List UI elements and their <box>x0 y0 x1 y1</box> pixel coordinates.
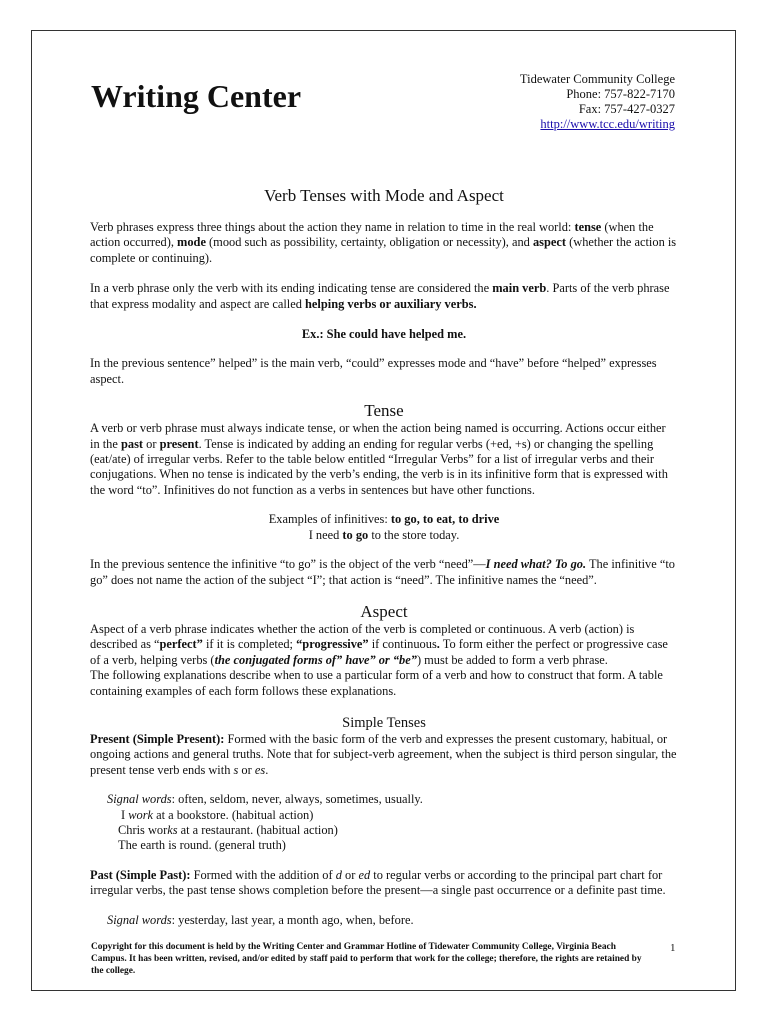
document-title: Verb Tenses with Mode and Aspect <box>264 186 504 205</box>
intro-paragraph-3: In the previous sentence” helped” is the main verb, “could” expresses mode and “have” before “helped” expresses aspect. <box>90 356 657 386</box>
page-title: Writing Center <box>91 78 302 114</box>
phone-number: Phone: 757-822-7170 <box>566 87 675 101</box>
present-example-1: I work at a bookstore. (habitual action) <box>121 807 314 822</box>
intro-paragraph-1: Verb phrases express three things about the action they name in relation to time in the real world: tense (when the action occurred), mode (mood such as possibility, certainty, obligation or necessity), and aspect (whether the action is complete or continuing). <box>90 220 677 265</box>
present-example-2: Chris works at a restaurant. (habitual action) <box>118 822 338 837</box>
infinitive-examples: Examples of infinitives: to go, to eat, to drive <box>268 512 500 527</box>
page-number: 1 <box>670 942 676 954</box>
fax-number: Fax: 757-427-0327 <box>578 102 675 116</box>
example-sentence: Ex.: She could have helped me. <box>301 327 467 342</box>
past-signal-words: Signal words: yesterday, last year, a month ago, when, before. <box>107 912 414 927</box>
aspect-heading: Aspect <box>360 601 408 621</box>
present-signal-words: Signal words: often, seldom, never, always, sometimes, usually. <box>107 792 423 807</box>
aspect-paragraph-2: The following explanations describe when to use a particular form of a verb and how to construct that form. A table containing examples of each form follows these explanations. <box>90 668 663 698</box>
present-example-3: The earth is round. (general truth) <box>118 838 286 853</box>
present-tense-paragraph: Present (Simple Present): Formed with the basic form of the verb and expresses the present customary, habitual, or ongoing actions and general truths. Note that for subject-verb agreement, when the subject is third person singular, the present tense verb ends with s or es. <box>90 731 677 777</box>
tense-heading: Tense <box>364 401 404 421</box>
institution-name: Tidewater Community College <box>519 72 675 86</box>
contact-block <box>520 72 675 132</box>
website-link[interactable]: http://www.tcc.edu/writing <box>540 117 675 131</box>
intro-paragraph-2: In a verb phrase only the verb with its ending indicating tense are considered the main verb. Parts of the verb phrase that express modality and aspect are called helping verbs or auxiliary verbs. <box>90 281 670 311</box>
aspect-paragraph: Aspect of a verb phrase indicates whether the action of the verb is completed or continuous. A verb (action) is described as “perfect” if it is completed; “progressive” if continuous. To form either the perfect or progressive case of a verb, helping verbs (the conjugated forms of” have” or “be”) must be added to form a verb phrase. <box>90 621 668 667</box>
simple-tenses-heading: Simple Tenses <box>342 714 426 731</box>
document-body <box>90 186 678 928</box>
tense-paragraph: A verb or verb phrase must always indicate tense, or when the action being named is occurring. Actions occur either in the past or present. Tense is indicated by adding an ending for regular verbs (+ed, +s) or changing the spelling (eat/ate) of irregular verbs. Refer to the table below entitled “Irregular Verbs” for a list of irregular verbs and their conjugations. When no tense is indicated by the verb’s ending, the verb is in its infinitive form that is expressed with the word “to”. Infinitives do not function as a verbs in sentences but have other functions. <box>90 421 668 497</box>
copyright-notice: Copyright for this document is held by the Writing Center and Grammar Hotline of Tidewater Community College, Virginia Beach Campus. It has been written, revised, and/or edited by staff paid to perform that work for the college; therefore, the rights are retained by the college. <box>91 942 642 976</box>
past-tense-paragraph: Past (Simple Past): Formed with the addition of d or ed to regular verbs or according to the principal part chart for irregular verbs, the past tense shows completion before the present—a single past occurrence or a definite past time. <box>90 867 666 898</box>
infinitive-example-sentence: I need to go to the store today. <box>308 527 460 542</box>
tense-paragraph-2: In the previous sentence the infinitive “to go” is the object of the verb “need”—I need what? To go. The infinitive “to go” does not name the action of the subject “I”; that action is “need”. The infinitive names the “need”. <box>90 557 675 587</box>
